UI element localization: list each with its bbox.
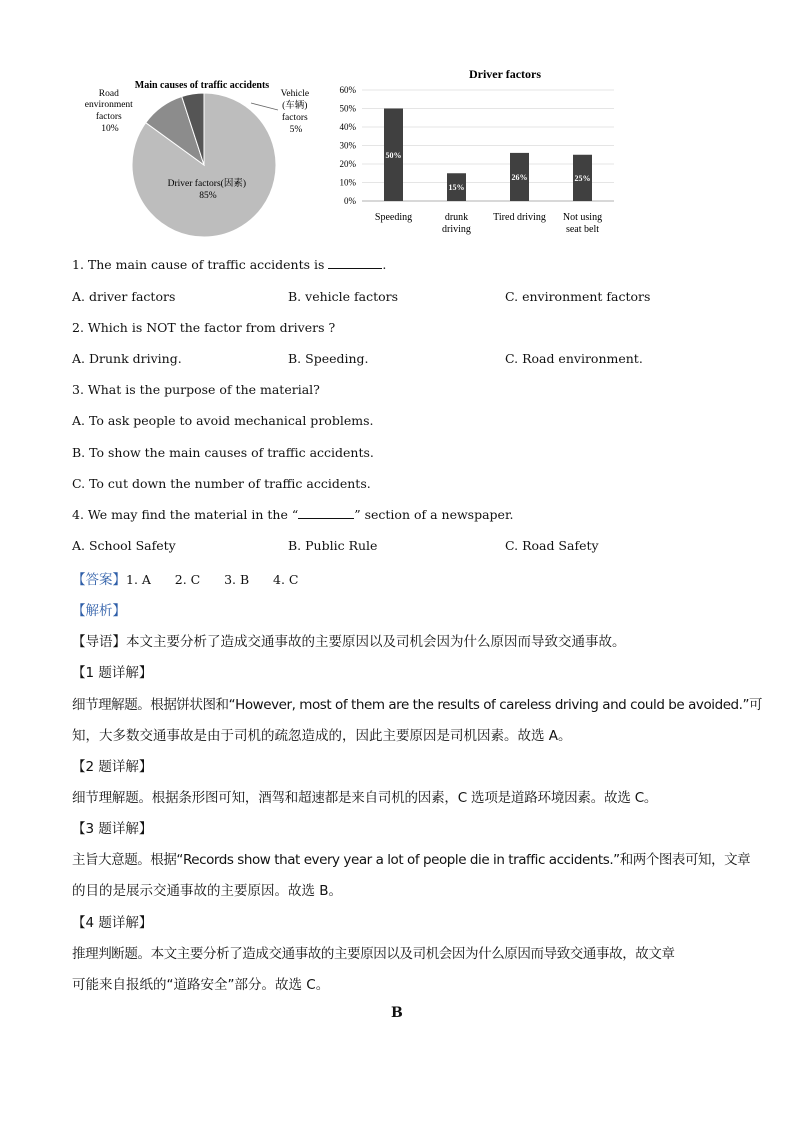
detail-3-line-1: 主旨大意题。根据“Records show that every year a lot of people die in traffic accidents.”和两个图表可知，文章	[72, 852, 751, 868]
guide-line	[72, 630, 626, 650]
answer-blank	[298, 507, 354, 519]
y-tick-label: 30%	[339, 140, 356, 151]
y-tick-label: 50%	[339, 103, 356, 114]
question-2-option-a: A. Drunk driving.	[72, 351, 182, 366]
bar-value-label: 26%	[511, 172, 528, 182]
question-1-stem: 1. The main cause of traffic accidents is .	[72, 257, 387, 272]
bar-chart-title: Driver factors	[468, 67, 542, 81]
answer-blank	[328, 257, 382, 269]
question-3-option-c: C. To cut down the number of traffic accidents.	[72, 476, 371, 491]
question-4-option-a: A. School Safety	[72, 538, 176, 553]
question-1-option-c: C. environment factors	[505, 289, 651, 304]
answer-line	[72, 568, 298, 588]
x-category-label: Speeding	[374, 212, 413, 223]
question-4-option-b: B. Public Rule	[288, 538, 378, 553]
pie-label-road: Road environment factors 10%	[84, 89, 133, 134]
detail-3-tag: 【3 题详解】	[72, 821, 153, 837]
pie-chart	[80, 74, 320, 244]
bar-value-label: 25%	[574, 173, 591, 183]
question-4-option-c: C. Road Safety	[505, 538, 599, 553]
detail-4-tag: 【4 题详解】	[72, 915, 153, 931]
bar-value-label: 50%	[385, 150, 402, 160]
question-3-option-a: A. To ask people to avoid mechanical problems.	[72, 413, 374, 428]
y-tick-label: 20%	[339, 159, 356, 169]
question-1-option-a: A. driver factors	[72, 289, 176, 304]
detail-3-line-2: 的目的是展示交通事故的主要原因。故选 B。	[72, 883, 343, 899]
detail-1-line-1: 细节理解题。根据饼状图和“However, most of them are the results of careless driving and could be avoided.”可	[72, 697, 763, 713]
question-3-option-b: B. To show the main causes of traffic accidents.	[72, 445, 374, 460]
pie-label-driver: Driver factors(因素) 85%	[167, 179, 246, 201]
question-3-stem: 3. What is the purpose of the material?	[72, 382, 320, 397]
y-tick-label: 60%	[339, 85, 356, 95]
detail-4-line-1: 推理判断题。本文主要分析了造成交通事故的主要原因以及司机会因为什么原因而导致交通事故，故文章	[72, 946, 675, 962]
question-2-stem: 2. Which is NOT the factor from drivers ?	[72, 320, 336, 335]
analysis-tag: 【解析】	[72, 603, 126, 619]
question-1-option-b: B. vehicle factors	[288, 289, 399, 304]
bar-value-label: 15%	[448, 183, 465, 193]
question-2-option-c: C. Road environment.	[505, 351, 643, 366]
detail-2-tag: 【2 题详解】	[72, 759, 153, 775]
y-tick-label: 10%	[339, 177, 356, 188]
guide-tag: 【导语】	[72, 634, 126, 650]
x-category-label: Tired driving	[493, 212, 546, 223]
detail-1-line-2: 知，大多数交通事故是由于司机的疏忽造成的，因此主要原因是司机因素。故选 A。	[72, 728, 572, 744]
section-letter: B	[391, 1005, 403, 1021]
answer-text: 1. A 2. C 3. B 4. C	[126, 572, 299, 587]
guide-text: 本文主要分析了造成交通事故的主要原因以及司机会因为什么原因而导致交通事故。	[126, 634, 626, 650]
bar-chart	[330, 62, 620, 240]
y-tick-label: 0%	[344, 196, 356, 206]
pie-chart-title: Main causes of traffic accidents	[134, 80, 270, 91]
pie-label-vehicle: Vehicle (车辆) factors 5%	[280, 89, 310, 135]
detail-1-tag: 【1 题详解】	[72, 665, 153, 681]
detail-2-line-1: 细节理解题。根据条形图可知，酒驾和超速都是来自司机的因素，C 选项是道路环境因素。故选 C。	[72, 790, 658, 806]
y-tick-label: 40%	[339, 122, 356, 132]
x-category-label: Not using seat belt	[562, 212, 603, 235]
vehicle-label-leader	[251, 103, 278, 110]
x-category-label: drunk driving	[442, 212, 471, 235]
answer-tag: 【答案】	[72, 572, 126, 588]
detail-4-line-2: 可能来自报纸的“道路安全”部分。故选 C。	[72, 977, 330, 993]
question-2-option-b: B. Speeding.	[288, 351, 369, 366]
question-4-stem: 4. We may find the material in the “ ” section of a newspaper.	[72, 507, 514, 522]
